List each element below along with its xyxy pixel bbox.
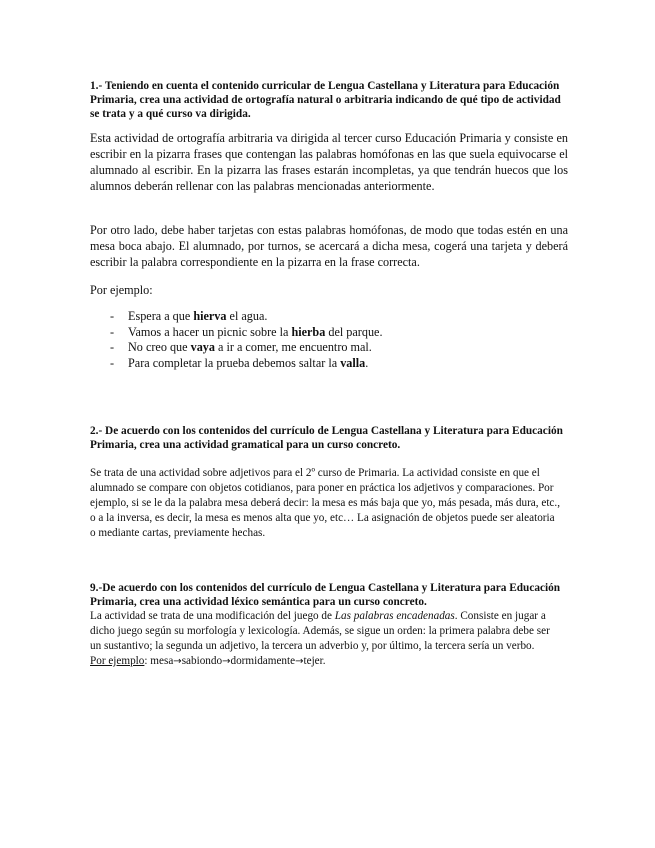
section-3-heading: 9.-De acuerdo con los contenidos del currículo de Lengua Castellana y Literatura para Educación Primaria, crea una actividad léxico semántica para un curso concreto.	[90, 582, 561, 608]
chain-word-4: tejer.	[303, 655, 326, 667]
arrow-icon: →	[173, 656, 182, 667]
homophone-word: hierba	[291, 324, 326, 339]
section-2-paragraph: Se trata de una actividad sobre adjetivos para el 2º curso de Primaria. La actividad consiste en que el alumnado se compare con objetos cotidianos, para poner en práctica los adjetivos y comparaciones. Por ejemplo, si se le da la palabra mesa deberá decir: la mesa es más baja que yo, más pesada, más dura, etc., o a la inversa, es decir, la mesa es menos alta que yo, etc… La asignación de objetos puede ser aleatoria o mediante cartas, previamente hechas.	[90, 467, 560, 539]
section-1-paragraph-2: Por otro lado, debe haber tarjetas con estas palabras homófonas, de modo que todas estén en una mesa boca abajo. El alumnado, por turnos, se acercará a dicha mesa, cogerá una tarjeta y deberá escribir la palabra correspondiente en la pizarra en la frase correcta.	[90, 223, 568, 269]
example-item-4: - Para completar la prueba debemos saltar la valla.	[90, 356, 383, 372]
game-title: Las palabras encadenadas	[334, 610, 455, 622]
example-item-2: - Vamos a hacer un picnic sobre la hierba del parque.	[90, 325, 383, 341]
section-1-paragraph-1: Esta actividad de ortografía arbitraria va dirigida al tercer curso Educación Primaria y consiste en escribir en la pizarra frases que contengan las palabras homófonas en las que suela equivocarse el alumnado al escribir. En la pizarra las frases estarán incompletas, ya que tendrán huecos que los alumnos deberán rellenar con las palabras mencionadas anteriormente.	[90, 131, 568, 193]
arrow-icon: →	[295, 656, 304, 667]
section-1-example-intro: Por ejemplo:	[90, 283, 153, 297]
example-item-3: - No creo que vaya a ir a comer, me encuentro mal.	[90, 340, 383, 356]
section-1-heading: 1.- Teniendo en cuenta el contenido curricular de Lengua Castellana y Literatura para Educación Primaria, crea una actividad de ortografía natural o arbitraria indicando de qué tipo de actividad se trata y a qué curso va dirigida.	[90, 80, 561, 120]
chain-word-3: dormidamente	[230, 655, 296, 667]
arrow-icon: →	[222, 656, 231, 667]
chain-word-1: mesa	[150, 655, 174, 667]
homophone-word: hierva	[193, 309, 227, 323]
section-2-heading: 2.- De acuerdo con los contenidos del currículo de Lengua Castellana y Literatura para Educación Primaria, crea una actividad gramatical para un curso concreto.	[90, 425, 563, 451]
section-1-example-list	[90, 309, 383, 371]
example-label: Por ejemplo	[90, 655, 145, 667]
example-item-1: - Espera a que hierva el agua.	[90, 309, 383, 325]
section-3-paragraph: La actividad se trata de una modificación del juego de Las palabras encadenadas. Consiste en jugar a dicho juego según su morfología y lexicología. Además, se sigue un orden: la primera palabra debe ser un sustantivo; la segunda un adjetivo, la tercera un adverbio y, por último, la tercera sería un verbo. Por ejemplo: mesa→sabiondo→dormidamente→tejer.	[90, 610, 550, 667]
chain-word-2: sabiondo	[181, 655, 223, 667]
homophone-word: vaya	[190, 340, 215, 354]
homophone-word: valla	[340, 355, 366, 370]
